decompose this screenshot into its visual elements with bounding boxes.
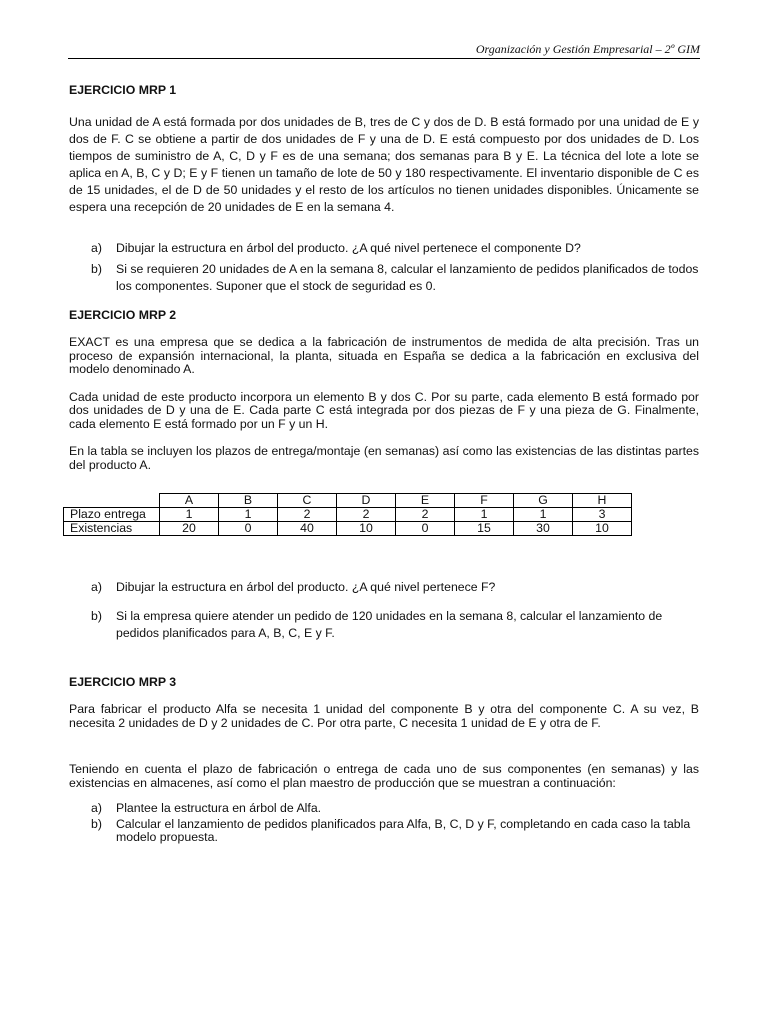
table-header-row: [64, 494, 632, 508]
question-text: Plantee la estructura en árbol de Alfa.: [116, 801, 322, 815]
table-cell: 3: [573, 508, 632, 522]
list-marker: a): [91, 801, 102, 815]
lead-time-stock-table: [63, 493, 632, 536]
table-cell: 2: [396, 508, 455, 522]
page-header: Organización y Gestión Empresarial – 2º GIM: [68, 41, 700, 59]
list-marker: a): [91, 241, 102, 255]
list-marker: a): [91, 580, 102, 594]
column-header: A: [160, 494, 219, 508]
list-item: [91, 608, 699, 642]
question-text: Si se requieren 20 unidades de A en la semana 8, calcular el lanzamiento de pedidos planificados de todos los componentes. Suponer que el stock de seguridad es 0.: [116, 262, 699, 293]
table-corner-cell: [64, 494, 160, 508]
list-item: [91, 579, 699, 596]
list-marker: b): [91, 816, 102, 831]
column-header: E: [396, 494, 455, 508]
table-cell: 40: [278, 522, 337, 536]
column-header: B: [219, 494, 278, 508]
table-row: [64, 508, 632, 522]
list-marker: b): [91, 262, 102, 276]
column-header: H: [573, 494, 632, 508]
column-header: F: [455, 494, 514, 508]
exercise-1-title: EJERCICIO MRP 1: [69, 83, 177, 97]
question-text: Dibujar la estructura en árbol del producto. ¿A qué nivel pertenece el componente D?: [116, 241, 581, 255]
table-cell: 1: [455, 508, 514, 522]
table-cell: 20: [160, 522, 219, 536]
row-label: Existencias: [64, 522, 160, 536]
question-text: Dibujar la estructura en árbol del producto. ¿A qué nivel pertenece F?: [116, 580, 496, 594]
column-header: D: [337, 494, 396, 508]
exercise-3-questions: [69, 802, 699, 845]
list-item: [91, 818, 699, 845]
exercise-2-title: EJERCICIO MRP 2: [69, 308, 177, 322]
list-item: [91, 240, 699, 257]
list-item: [91, 802, 699, 816]
table-cell: 2: [278, 508, 337, 522]
exercise-2-paragraph-1: EXACT es una empresa que se dedica a la fabricación de instrumentos de medida de alta precisión. Tras un proceso de expansión internacional, la planta, situada en España se dedica a la fabricación en exclusiva del modelo denominado A.: [69, 335, 699, 376]
list-marker: b): [91, 609, 102, 623]
column-header: C: [278, 494, 337, 508]
table-cell: 1: [160, 508, 219, 522]
table-cell: 1: [514, 508, 573, 522]
exercise-2-questions: [69, 579, 699, 642]
exercise-3-paragraph-1: Para fabricar el producto Alfa se necesita 1 unidad del componente B y otra del componente C. A su vez, B necesita 2 unidades de D y 2 unidades de C. Por otra parte, C necesita 1 unidad de E y otra de F.: [69, 702, 699, 730]
table-cell: 15: [455, 522, 514, 536]
table-row: [64, 522, 632, 536]
exercise-1-questions: [69, 240, 699, 295]
column-header: G: [514, 494, 573, 508]
exercise-2-paragraph-2: Cada unidad de este producto incorpora un elemento B y dos C. Por su parte, cada elemento B está formado por dos unidades de D y una de E. Cada parte C está integrada por dos piezas de F y una pieza de G. Finalmente, cada elemento E está formado por un F y un H.: [69, 389, 699, 431]
question-text: Calcular el lanzamiento de pedidos planificados para Alfa, B, C, D y F, completando en cada caso la tabla modelo propuesta.: [116, 816, 691, 844]
table-cell: 1: [219, 508, 278, 522]
table-cell: 10: [573, 522, 632, 536]
row-label: Plazo entrega: [64, 508, 160, 522]
question-text: Si la empresa quiere atender un pedido de 120 unidades en la semana 8, calcular el lanzamiento de pedidos planificados para A, B, C, E y F.: [116, 609, 663, 640]
exercise-3-title: EJERCICIO MRP 3: [69, 675, 177, 689]
exercise-3-paragraph-2: Teniendo en cuenta el plazo de fabricación o entrega de cada uno de sus componentes (en semanas) y las existencias en almacenes, así como el plan maestro de producción que se muestran a continuación:: [69, 762, 699, 790]
exercise-1-statement: Una unidad de A está formada por dos unidades de B, tres de C y dos de D. B está formado por una unidad de E y dos de F. C se obtiene a partir de dos unidades de F y una de D. E está compuesto por dos unidades de D. Los tiempos de suministro de A, C, D y F es de una semana; dos semanas para B y E. La técnica del lote a lote se aplica en A, B, C y D; E y F tienen un tamaño de lote de 50 y 180 respectivamente. El inventario disponible de C es de 15 unidades, el de D de 50 unidades y el resto de los artículos no tienen unidades disponibles. Únicamente se espera una recepción de 20 unidades de E en la semana 4.: [69, 115, 699, 214]
table-cell: 30: [514, 522, 573, 536]
table-cell: 10: [337, 522, 396, 536]
table-cell: 0: [219, 522, 278, 536]
table-cell: 2: [337, 508, 396, 522]
list-item: [91, 261, 699, 295]
exercise-2-paragraph-3: En la tabla se incluyen los plazos de entrega/montaje (en semanas) así como las existencias de las distintas partes del producto A.: [69, 444, 699, 472]
table-cell: 0: [396, 522, 455, 536]
document-body: [69, 82, 699, 845]
